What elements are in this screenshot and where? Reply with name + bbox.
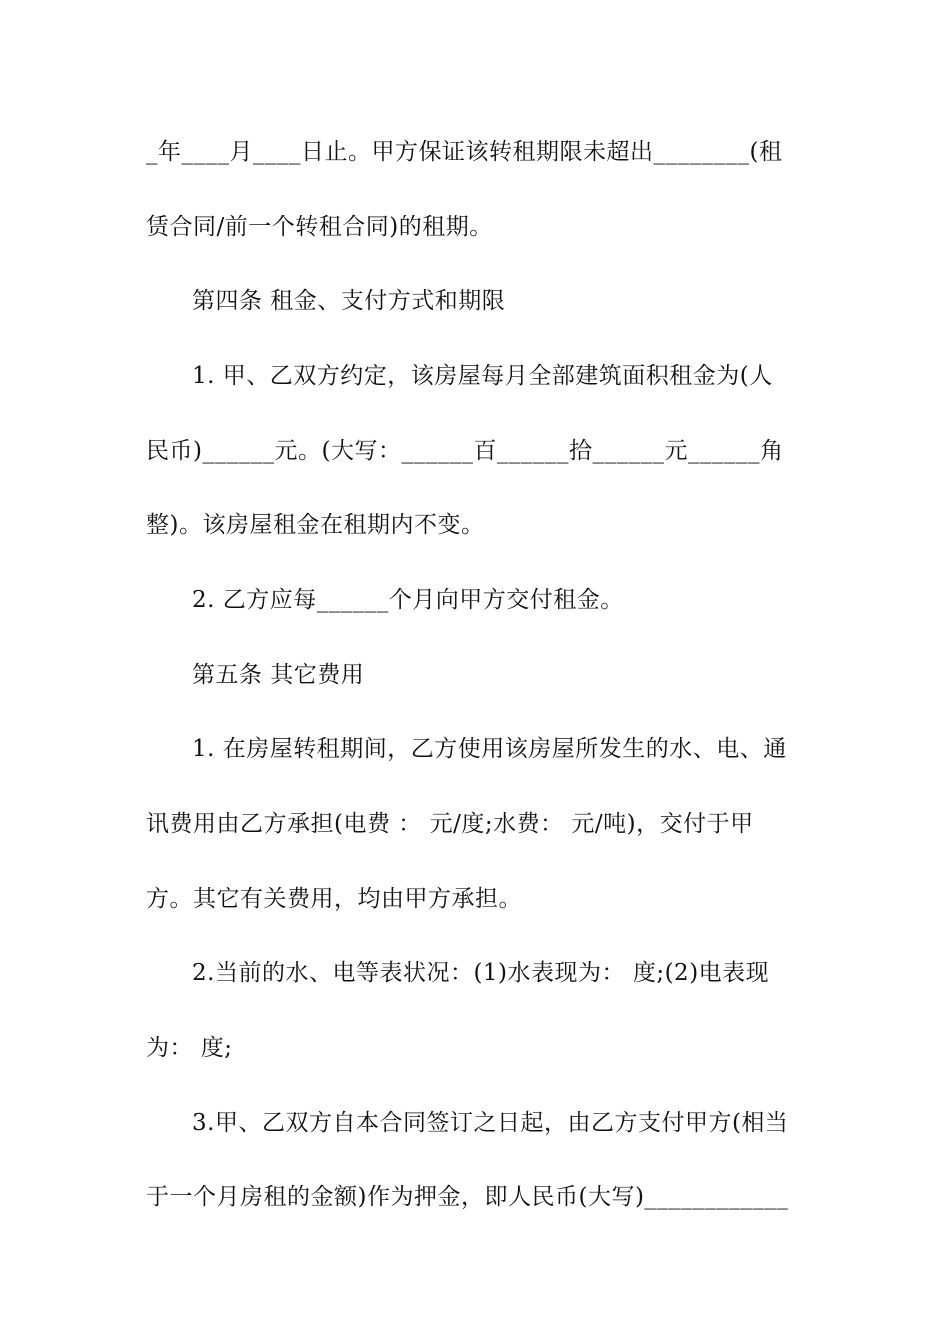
text-line-other-fees: 方。其它有关费用，均由甲方承担。 <box>146 886 522 912</box>
article-4-heading: 第四条 租金、支付方式和期限 <box>192 288 506 314</box>
text-line-meter-status: 2.当前的水、电等表状况：(1)水表现为： 度;(2)电表现 <box>192 960 770 986</box>
text-line-deposit-clause: 3.甲、乙双方自本合同签订之日起，由乙方支付甲方(相当 <box>192 1110 789 1136</box>
text-line-rent-clause-1: 1. 甲、乙双方约定，该房屋每月全部建筑面积租金为(人 <box>192 363 773 389</box>
article-5-heading: 第五条 其它费用 <box>192 662 365 688</box>
text-line-fees-clause-1: 1. 在房屋转租期间，乙方使用该房屋所发生的水、电、通 <box>192 736 787 762</box>
text-line-rent-amount: 民币)______元。(大写：______百______拾______元______角 <box>146 438 784 464</box>
text-line-term-end: _年____月____日止。甲方保证该转租期限未超出________(租 <box>146 139 783 165</box>
text-line-utility-rates: 讯费用由乙方承担(电费 ： 元/度;水费： 元/吨)，交付于甲 <box>146 811 754 837</box>
text-line-rent-fixed: 整)。该房屋租金在租期内不变。 <box>146 512 485 538</box>
text-line-lease-period: 赁合同/前一个转租合同)的租期。 <box>146 214 493 240</box>
text-line-deposit-amount: 于一个月房租的金额)作为押金，即人民币(大写)____________ <box>146 1184 789 1210</box>
text-line-rent-clause-2: 2. 乙方应每______个月向甲方交付租金。 <box>192 587 624 613</box>
text-line-meter-electric: 为： 度; <box>146 1035 233 1061</box>
